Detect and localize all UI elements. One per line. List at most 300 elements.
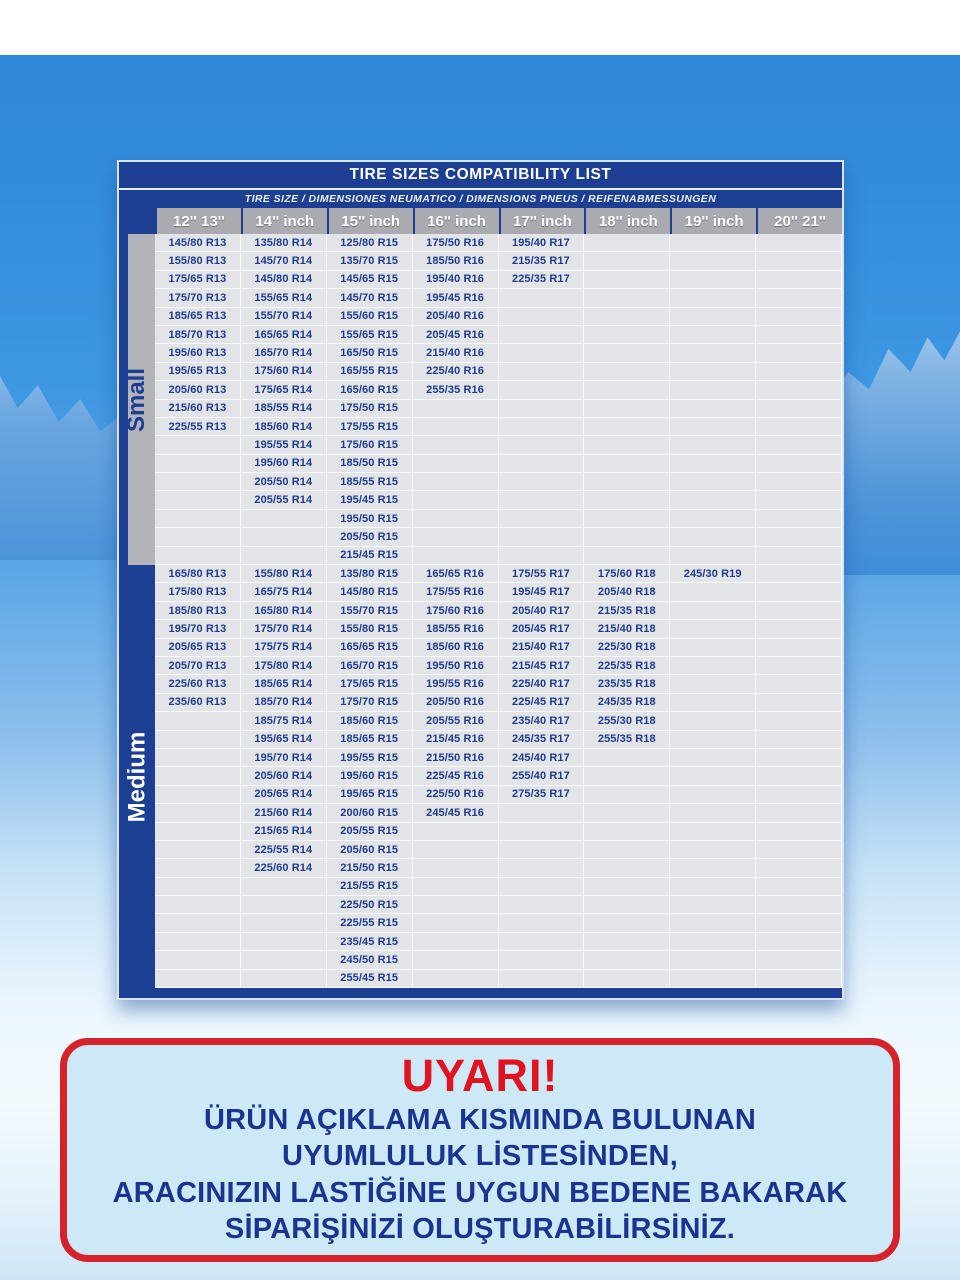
tire-size-cell — [241, 878, 327, 896]
tire-size-cell: 155/70 R15 — [327, 602, 413, 620]
tire-size-cell — [499, 455, 585, 473]
tire-size-cell: 175/50 R15 — [327, 400, 413, 418]
tire-size-cell — [670, 970, 756, 988]
tire-size-cell: 235/45 R15 — [327, 933, 413, 951]
tire-size-cell: 145/80 R15 — [327, 583, 413, 601]
tire-size-cell — [499, 547, 585, 565]
tire-size-cell: 135/80 R15 — [327, 565, 413, 583]
column-header: 14'' inch — [243, 208, 327, 234]
tire-size-cell: 165/50 R15 — [327, 344, 413, 362]
tire-size-cell: 235/60 R13 — [155, 694, 241, 712]
tire-size-cell — [241, 547, 327, 565]
tire-size-cell: 225/55 R14 — [241, 841, 327, 859]
tire-size-cell — [670, 804, 756, 822]
tire-size-cell: 145/70 R14 — [241, 252, 327, 270]
tire-size-cell — [670, 823, 756, 841]
tire-size-cell — [499, 914, 585, 932]
tire-size-cell — [584, 308, 670, 326]
tire-size-cell — [756, 933, 842, 951]
tire-compatibility-table — [117, 160, 844, 1000]
tire-size-cell: 205/60 R15 — [327, 841, 413, 859]
tire-size-cell — [155, 896, 241, 914]
tire-size-cell: 185/55 R15 — [327, 473, 413, 491]
tire-size-cell — [155, 767, 241, 785]
tire-size-cell: 195/45 R16 — [413, 289, 499, 307]
tire-size-cell: 175/80 R13 — [155, 583, 241, 601]
tire-size-cell — [413, 896, 499, 914]
tire-size-cell — [670, 786, 756, 804]
tire-size-cell — [670, 859, 756, 877]
top-white-strip — [0, 0, 960, 55]
tire-size-cell — [756, 418, 842, 436]
tire-size-cell — [584, 823, 670, 841]
tire-size-cell: 165/70 R15 — [327, 657, 413, 675]
tire-size-cell — [670, 767, 756, 785]
tire-size-cell — [756, 344, 842, 362]
tire-size-cell — [499, 308, 585, 326]
tire-size-cell: 155/65 R15 — [327, 326, 413, 344]
tire-size-cell — [756, 234, 842, 252]
tire-size-cell — [584, 252, 670, 270]
tire-size-cell — [584, 896, 670, 914]
tire-size-cell: 185/80 R13 — [155, 602, 241, 620]
tire-size-cell: 165/70 R14 — [241, 344, 327, 362]
tire-size-cell — [756, 400, 842, 418]
tire-size-cell — [584, 455, 670, 473]
tire-size-cell: 215/50 R15 — [327, 859, 413, 877]
tire-size-cell — [584, 914, 670, 932]
tire-size-cell — [241, 970, 327, 988]
tire-size-cell: 225/55 R15 — [327, 914, 413, 932]
tire-size-cell: 205/70 R13 — [155, 657, 241, 675]
tire-size-cell: 175/50 R16 — [413, 234, 499, 252]
tire-size-cell: 145/65 R15 — [327, 271, 413, 289]
tire-size-cell — [584, 749, 670, 767]
tire-size-cell: 175/60 R14 — [241, 363, 327, 381]
tire-size-cell — [670, 473, 756, 491]
tire-size-cell — [499, 363, 585, 381]
tire-size-cell — [584, 473, 670, 491]
tire-size-cell: 195/50 R16 — [413, 657, 499, 675]
tire-size-cell — [413, 547, 499, 565]
tire-size-cell: 195/45 R17 — [499, 583, 585, 601]
tire-size-cell — [670, 234, 756, 252]
corner-cell — [119, 208, 155, 234]
tire-size-cell — [756, 583, 842, 601]
tire-size-cell — [670, 308, 756, 326]
tire-size-cell: 185/65 R14 — [241, 675, 327, 693]
tire-size-cell: 165/65 R14 — [241, 326, 327, 344]
tire-size-cell: 125/80 R15 — [327, 234, 413, 252]
tire-size-cell: 135/80 R14 — [241, 234, 327, 252]
tire-size-cell — [584, 326, 670, 344]
tire-size-cell: 235/35 R18 — [584, 675, 670, 693]
tire-size-cell — [756, 859, 842, 877]
warning-line: ÜRÜN AÇIKLAMA KISMINDA BULUNAN — [203, 1103, 757, 1136]
tire-size-cell: 185/55 R14 — [241, 400, 327, 418]
tire-size-cell — [155, 491, 241, 509]
tire-size-cell — [756, 823, 842, 841]
tire-size-cell: 205/60 R14 — [241, 767, 327, 785]
tire-size-cell: 175/55 R17 — [499, 565, 585, 583]
tire-size-cell — [413, 841, 499, 859]
tire-size-cell — [584, 859, 670, 877]
tire-size-cell — [756, 841, 842, 859]
tire-size-cell: 205/65 R13 — [155, 639, 241, 657]
tire-size-cell: 200/60 R15 — [327, 804, 413, 822]
tire-size-cell: 225/60 R13 — [155, 675, 241, 693]
warning-title: UYARI! — [401, 1050, 559, 1102]
tire-size-cell — [756, 675, 842, 693]
tire-size-cell — [756, 749, 842, 767]
tire-size-cell: 245/45 R16 — [413, 804, 499, 822]
tire-size-cell — [584, 400, 670, 418]
tire-size-cell — [413, 859, 499, 877]
tire-size-cell — [499, 804, 585, 822]
tire-size-cell — [670, 620, 756, 638]
tire-size-cell: 175/65 R13 — [155, 271, 241, 289]
tire-size-cell: 185/70 R13 — [155, 326, 241, 344]
tire-size-cell: 165/80 R14 — [241, 602, 327, 620]
tire-size-cell: 215/40 R18 — [584, 620, 670, 638]
tire-size-cell — [670, 602, 756, 620]
tire-size-cell: 185/65 R15 — [327, 731, 413, 749]
tire-size-cell — [670, 731, 756, 749]
tire-size-cell: 215/35 R18 — [584, 602, 670, 620]
tire-size-cell: 155/80 R15 — [327, 620, 413, 638]
tire-size-cell — [756, 602, 842, 620]
tire-size-cell — [413, 528, 499, 546]
tire-size-cell — [670, 657, 756, 675]
tire-size-cell: 195/70 R14 — [241, 749, 327, 767]
tire-size-cell — [670, 381, 756, 399]
warning-line: SİPARİŞİNİZİ OLUŞTURABİLİRSİNİZ. — [224, 1213, 736, 1246]
tire-size-cell — [756, 804, 842, 822]
tire-size-cell: 185/60 R14 — [241, 418, 327, 436]
tire-size-cell — [241, 510, 327, 528]
warning-box — [60, 1038, 900, 1262]
tire-size-cell — [413, 491, 499, 509]
tire-size-cell: 155/80 R14 — [241, 565, 327, 583]
tire-size-cell: 175/80 R14 — [241, 657, 327, 675]
column-header: 18'' inch — [586, 208, 670, 234]
tire-size-cell — [499, 896, 585, 914]
tire-size-cell — [756, 951, 842, 969]
tire-size-cell: 195/65 R14 — [241, 731, 327, 749]
tire-size-cell: 205/40 R18 — [584, 583, 670, 601]
tire-size-cell: 195/60 R13 — [155, 344, 241, 362]
tire-size-cell — [584, 767, 670, 785]
tire-size-cell — [670, 528, 756, 546]
tire-size-cell — [670, 933, 756, 951]
column-header: 17'' inch — [501, 208, 585, 234]
tire-size-cell: 245/35 R18 — [584, 694, 670, 712]
tire-size-cell: 205/50 R16 — [413, 694, 499, 712]
tire-size-cell — [155, 712, 241, 730]
tire-size-cell — [756, 252, 842, 270]
tire-size-cell: 255/45 R15 — [327, 970, 413, 988]
tire-size-cell: 185/65 R13 — [155, 308, 241, 326]
tire-size-cell: 185/70 R14 — [241, 694, 327, 712]
tire-size-cell: 175/60 R15 — [327, 436, 413, 454]
tire-size-cell — [670, 639, 756, 657]
tire-size-cell — [670, 363, 756, 381]
tire-size-cell — [499, 326, 585, 344]
tire-size-cell — [155, 510, 241, 528]
tire-size-cell — [584, 418, 670, 436]
tire-size-cell — [756, 896, 842, 914]
tire-size-cell — [670, 675, 756, 693]
tire-size-cell — [155, 749, 241, 767]
tire-size-cell — [584, 363, 670, 381]
tire-size-cell: 215/55 R15 — [327, 878, 413, 896]
tire-size-cell: 205/55 R15 — [327, 823, 413, 841]
tire-size-cell — [756, 289, 842, 307]
table-subtitle: TIRE SIZE / DIMENSIONES NEUMATICO / DIMENSIONS PNEUS / REIFENABMESSUNGEN — [119, 188, 842, 208]
tire-size-cell — [584, 841, 670, 859]
tire-size-cell — [756, 436, 842, 454]
column-header: 20'' 21'' — [758, 208, 842, 234]
tire-size-cell: 175/60 R18 — [584, 565, 670, 583]
tire-size-cell: 215/50 R16 — [413, 749, 499, 767]
tire-size-cell — [413, 473, 499, 491]
tire-size-cell: 205/50 R14 — [241, 473, 327, 491]
tire-size-cell: 215/65 R14 — [241, 823, 327, 841]
tire-size-cell: 175/55 R15 — [327, 418, 413, 436]
tire-size-cell — [499, 859, 585, 877]
tire-size-cell — [756, 381, 842, 399]
tire-size-cell: 155/65 R14 — [241, 289, 327, 307]
tire-size-cell: 165/75 R14 — [241, 583, 327, 601]
tire-size-cell — [670, 951, 756, 969]
tire-size-cell: 175/75 R14 — [241, 639, 327, 657]
tire-size-cell — [241, 528, 327, 546]
tire-size-cell — [670, 455, 756, 473]
tire-size-cell: 195/65 R13 — [155, 363, 241, 381]
tire-size-cell — [756, 786, 842, 804]
tire-size-cell — [756, 271, 842, 289]
tire-size-cell: 225/35 R17 — [499, 271, 585, 289]
tire-size-cell: 215/35 R17 — [499, 252, 585, 270]
tire-size-cell: 205/55 R14 — [241, 491, 327, 509]
tire-size-cell — [670, 289, 756, 307]
tire-size-cell: 185/60 R16 — [413, 639, 499, 657]
tire-size-cell: 165/65 R16 — [413, 565, 499, 583]
tire-size-cell — [670, 271, 756, 289]
tire-size-cell — [499, 510, 585, 528]
tire-size-cell — [499, 951, 585, 969]
tire-size-cell: 245/40 R17 — [499, 749, 585, 767]
tire-size-cell: 225/50 R15 — [327, 896, 413, 914]
tire-size-cell — [670, 491, 756, 509]
tire-size-cell: 195/55 R15 — [327, 749, 413, 767]
tire-size-cell — [499, 418, 585, 436]
tire-size-cell — [756, 694, 842, 712]
column-header: 19'' inch — [672, 208, 756, 234]
tire-size-cell: 205/40 R17 — [499, 602, 585, 620]
tire-size-cell — [756, 712, 842, 730]
tire-size-cell — [584, 344, 670, 362]
tire-size-cell: 205/55 R16 — [413, 712, 499, 730]
tire-size-cell — [756, 473, 842, 491]
tire-size-cell — [756, 767, 842, 785]
column-header: 16'' inch — [415, 208, 499, 234]
tire-size-cell: 185/50 R16 — [413, 252, 499, 270]
tire-size-cell — [413, 400, 499, 418]
section-label-medium: Medium — [119, 565, 155, 988]
tire-size-cell: 255/40 R17 — [499, 767, 585, 785]
tire-size-cell — [155, 859, 241, 877]
tire-size-cell — [756, 547, 842, 565]
tire-size-cell — [413, 951, 499, 969]
tire-size-cell: 155/70 R14 — [241, 308, 327, 326]
tire-size-cell — [499, 436, 585, 454]
tire-size-cell: 195/40 R17 — [499, 234, 585, 252]
warning-line: UYUMLULUK LİSTESİNDEN, — [282, 1140, 678, 1173]
tire-size-cell: 195/60 R14 — [241, 455, 327, 473]
tire-size-cell — [756, 878, 842, 896]
tire-size-cell — [584, 271, 670, 289]
tire-size-cell: 205/45 R16 — [413, 326, 499, 344]
tire-size-cell: 175/70 R13 — [155, 289, 241, 307]
tire-size-cell: 195/60 R15 — [327, 767, 413, 785]
table-section-medium — [119, 565, 842, 988]
warning-line: ARACINIZIN LASTİĞİNE UYGUN BEDENE BAKARAK — [112, 1176, 848, 1209]
tire-size-cell — [155, 878, 241, 896]
tire-size-cell — [756, 308, 842, 326]
tire-size-cell: 255/35 R18 — [584, 731, 670, 749]
tire-size-cell — [756, 528, 842, 546]
tire-size-cell — [155, 841, 241, 859]
tire-size-cell — [670, 583, 756, 601]
tire-size-cell — [584, 786, 670, 804]
tire-size-cell — [413, 970, 499, 988]
tire-size-cell: 205/50 R15 — [327, 528, 413, 546]
tire-size-cell: 225/60 R14 — [241, 859, 327, 877]
tire-size-cell — [584, 547, 670, 565]
tire-size-cell: 165/55 R15 — [327, 363, 413, 381]
tire-size-cell — [584, 436, 670, 454]
tire-size-cell — [584, 381, 670, 399]
table-body — [119, 234, 842, 988]
tire-size-cell: 165/80 R13 — [155, 565, 241, 583]
tire-size-cell — [584, 289, 670, 307]
tire-size-cell — [155, 970, 241, 988]
tire-size-cell — [499, 344, 585, 362]
tire-size-cell: 205/60 R13 — [155, 381, 241, 399]
tire-size-cell — [499, 289, 585, 307]
tire-size-cell: 255/30 R18 — [584, 712, 670, 730]
tire-size-cell — [499, 381, 585, 399]
tire-size-cell — [756, 731, 842, 749]
tire-size-cell — [413, 455, 499, 473]
tire-size-cell — [413, 878, 499, 896]
table-bottom-bar — [119, 988, 842, 998]
tire-size-cell — [155, 436, 241, 454]
tire-size-cell — [584, 933, 670, 951]
tire-size-cell: 175/55 R16 — [413, 583, 499, 601]
tire-size-cell — [584, 528, 670, 546]
tire-size-cell: 205/65 R14 — [241, 786, 327, 804]
tire-size-cell — [670, 896, 756, 914]
tire-size-cell — [670, 694, 756, 712]
column-header: 15'' inch — [329, 208, 413, 234]
tire-size-cell — [670, 252, 756, 270]
tire-size-cell: 245/35 R17 — [499, 731, 585, 749]
tire-size-cell — [155, 914, 241, 932]
tire-size-cell: 155/60 R15 — [327, 308, 413, 326]
tire-size-cell — [584, 878, 670, 896]
section-label-small: Small — [119, 234, 155, 565]
tire-size-cell — [584, 510, 670, 528]
tire-size-cell — [499, 823, 585, 841]
tire-size-cell: 215/45 R16 — [413, 731, 499, 749]
tire-size-cell: 185/50 R15 — [327, 455, 413, 473]
tire-size-cell — [241, 951, 327, 969]
tire-size-cell: 185/55 R16 — [413, 620, 499, 638]
tire-size-cell: 225/55 R13 — [155, 418, 241, 436]
tire-size-cell — [155, 528, 241, 546]
tire-size-cell — [756, 914, 842, 932]
tire-size-cell — [413, 418, 499, 436]
tire-size-cell — [155, 933, 241, 951]
tire-size-cell — [499, 528, 585, 546]
tire-size-cell: 225/40 R16 — [413, 363, 499, 381]
tire-size-cell — [756, 970, 842, 988]
tire-size-cell — [413, 510, 499, 528]
tire-size-cell — [670, 749, 756, 767]
tire-size-cell — [499, 970, 585, 988]
tire-size-cell: 225/45 R17 — [499, 694, 585, 712]
tire-size-cell — [499, 491, 585, 509]
tire-size-cell: 225/40 R17 — [499, 675, 585, 693]
tire-size-cell — [756, 620, 842, 638]
tire-size-cell — [584, 491, 670, 509]
tire-size-cell: 215/60 R14 — [241, 804, 327, 822]
tire-size-cell — [670, 344, 756, 362]
tire-size-cell: 185/75 R14 — [241, 712, 327, 730]
tire-size-cell: 175/60 R16 — [413, 602, 499, 620]
tire-size-cell — [670, 914, 756, 932]
tire-size-cell: 215/45 R15 — [327, 547, 413, 565]
column-header: 12'' 13'' — [157, 208, 241, 234]
tire-size-cell: 225/45 R16 — [413, 767, 499, 785]
tire-size-cell — [756, 639, 842, 657]
tire-size-cell: 245/50 R15 — [327, 951, 413, 969]
tire-size-cell — [155, 951, 241, 969]
tire-size-cell — [670, 436, 756, 454]
tire-size-cell — [155, 455, 241, 473]
mountains-left — [0, 330, 118, 560]
tire-size-cell: 225/50 R16 — [413, 786, 499, 804]
tire-size-cell — [584, 234, 670, 252]
table-section-small — [119, 234, 842, 565]
tire-size-cell: 215/40 R16 — [413, 344, 499, 362]
tire-size-cell: 175/65 R15 — [327, 675, 413, 693]
tire-size-cell — [155, 823, 241, 841]
tire-size-cell — [670, 841, 756, 859]
tire-size-cell: 195/45 R15 — [327, 491, 413, 509]
tire-size-cell — [670, 400, 756, 418]
tire-size-cell — [241, 896, 327, 914]
tire-size-cell: 245/30 R19 — [670, 565, 756, 583]
table-title: TIRE SIZES COMPATIBILITY LIST — [119, 162, 842, 188]
tire-size-cell — [155, 547, 241, 565]
tire-size-cell: 225/35 R18 — [584, 657, 670, 675]
tire-size-cell: 215/45 R17 — [499, 657, 585, 675]
tire-size-cell: 145/80 R14 — [241, 271, 327, 289]
tire-size-cell: 145/70 R15 — [327, 289, 413, 307]
